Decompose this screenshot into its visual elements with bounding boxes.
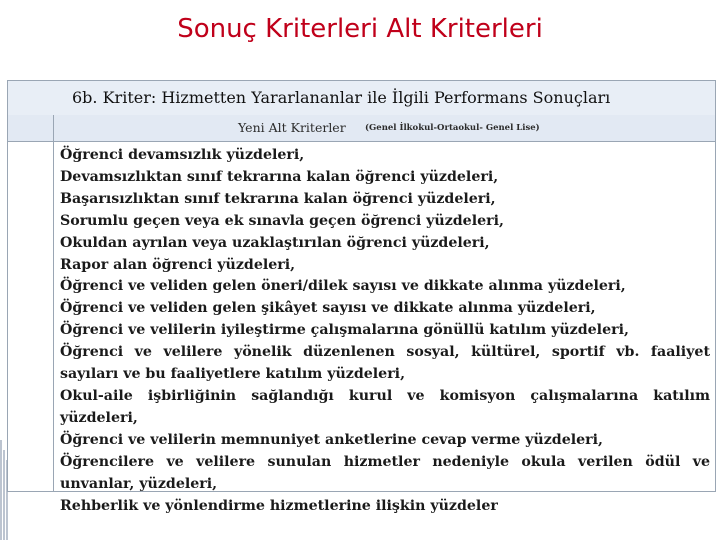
column-divider (53, 115, 54, 141)
criteria-table (7, 80, 716, 514)
table-subheader-row (8, 115, 715, 142)
list-item: Öğrenci ve veliden gelen öneri/dilek sayısı ve dikkate alınma yüzdeleri, (60, 278, 626, 295)
list-item: Devamsızlıktan sınıf tekrarına kalan öğrenci yüzdeleri, (60, 168, 499, 185)
list-item: Öğrenci ve velilerin iyileştirme çalışmalarına gönüllü katılım yüzdeleri, (60, 322, 629, 339)
list-item: Rapor alan öğrenci yüzdeleri, (60, 256, 296, 273)
list-item: Öğrenci devamsızlık yüzdeleri, (60, 147, 305, 163)
list-item: Rehberlik ve yönlendirme hizmetlerine ilişkin yüzdeler (60, 497, 498, 514)
slide-title: Sonuç Kriterleri Alt Kriterleri (177, 14, 543, 44)
table-header-title: 6b. Kriter: Hizmetten Yararlananlar ile İlgili Performans Sonuçları (72, 88, 611, 107)
subheader-note: (Genel İlkokul-Ortaokul- Genel Lise) (365, 123, 540, 133)
table-header-row (8, 81, 715, 116)
list-item: Öğrenci ve velilere yönelik düzenlenen sosyal, kültürel, sportif vb. faaliyet sayıları ve bu faaliyetlere katılım yüzdeleri, (60, 344, 710, 383)
list-item: Okuldan ayrılan veya uzaklaştırılan öğrenci yüzdeleri, (60, 234, 490, 251)
list-item: Okul-aile işbirliğinin sağlandığı kurul ve komisyon çalışmalarına katılım yüzdeleri, (60, 387, 710, 426)
list-item: Öğrencilere ve velilere sunulan hizmetler nedeniyle okula verilen ödül ve unvanlar, yüzdeleri, (60, 453, 710, 492)
criteria-list (60, 145, 710, 517)
subheader-label: Yeni Alt Kriterler (238, 120, 346, 135)
table-body-row (8, 141, 715, 514)
list-item: Başarısızlıktan sınıf tekrarına kalan öğrenci yüzdeleri, (60, 190, 496, 207)
list-item: Sorumlu geçen veya ek sınavla geçen öğrenci yüzdeleri, (60, 212, 504, 229)
list-item: Öğrenci ve velilerin memnuniyet anketlerine cevap verme yüzdeleri, (60, 431, 603, 448)
list-item: Öğrenci ve veliden gelen şikâyet sayısı ve dikkate alınma yüzdeleri, (60, 300, 596, 317)
column-divider (53, 141, 54, 491)
